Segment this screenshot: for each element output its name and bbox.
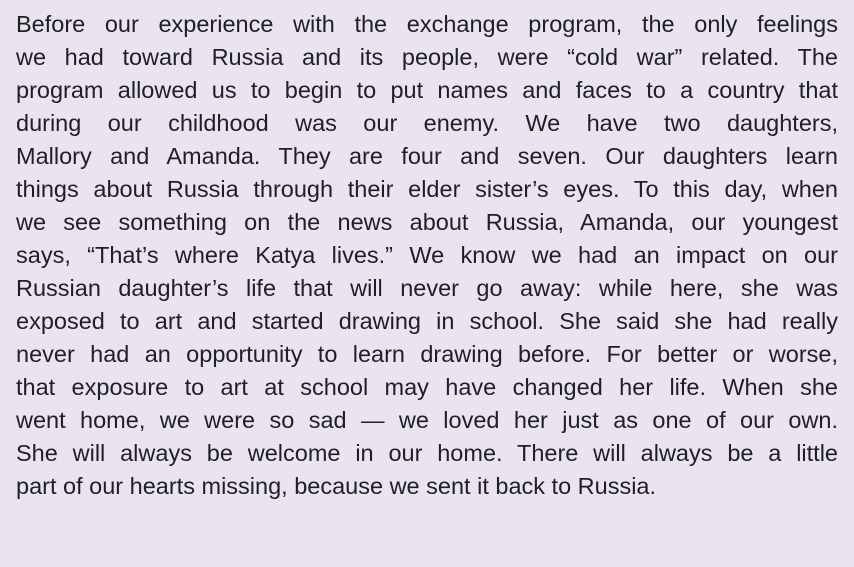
- paragraph-line: Russian daughter’s life that will never go away: while here, she was: [16, 275, 838, 301]
- paragraph-line: never had an opportunity to learn drawing before. For better or worse,: [16, 341, 838, 367]
- paragraph-line: says, “That’s where Katya lives.” We know we had an impact on our: [16, 242, 838, 268]
- paragraph-line: that exposure to art at school may have changed her life. When she: [16, 374, 838, 400]
- paragraph-line: part of our hearts missing, because we sent it back to Russia.: [16, 473, 657, 499]
- paragraph-line: during our childhood was our enemy. We have two daughters,: [16, 110, 838, 136]
- paragraph-line: Before our experience with the exchange program, the only feelings: [16, 11, 838, 37]
- paragraph-line: things about Russia through their elder sister’s eyes. To this day, when: [16, 176, 838, 202]
- body-paragraph: [16, 8, 852, 503]
- paragraph-line: we had toward Russia and its people, were “cold war” related. The: [16, 44, 838, 70]
- paragraph-line: She will always be welcome in our home. There will always be a little: [16, 440, 838, 466]
- paragraph-line: exposed to art and started drawing in school. She said she had really: [16, 308, 838, 334]
- paragraph-line: program allowed us to begin to put names and faces to a country that: [16, 77, 838, 103]
- paragraph-line: Mallory and Amanda. They are four and seven. Our daughters learn: [16, 143, 838, 169]
- paragraph-line: went home, we were so sad — we loved her just as one of our own.: [16, 407, 838, 433]
- paragraph-line: we see something on the news about Russia, Amanda, our youngest: [16, 209, 838, 235]
